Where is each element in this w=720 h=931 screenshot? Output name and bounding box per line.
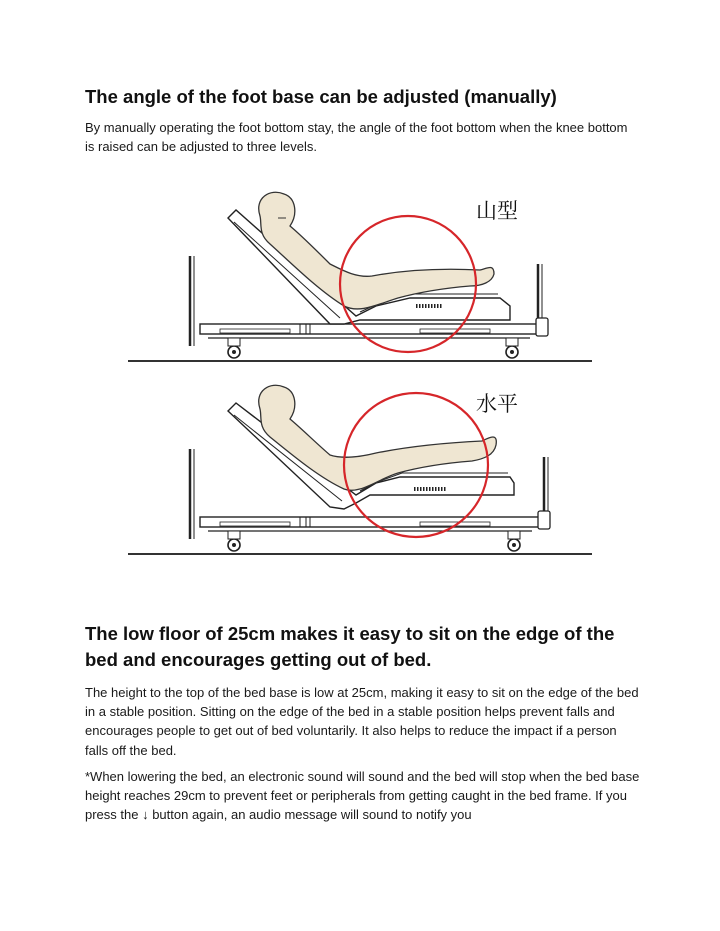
bed-panel-flat [128,385,592,554]
section-note-lowering: *When lowering the bed, an electronic sound will sound and the bed will stop when the bed base height reaches 29cm to prevent feet or peripherals from getting caught in the bed frame. If you press the ↓ button again, an audio message will sound to notify you [85,769,640,823]
panel-label-mountain: 山型 [476,199,518,223]
bed-panel-mountain [128,192,592,361]
section-heading-foot-angle: The angle of the foot base can be adjusted (manually) [85,86,557,107]
bed-illustration [120,178,600,568]
section-body-low-floor: The height to the top of the bed base is low at 25cm, making it easy to sit on the edge of the bed in a stable position. Sitting on the edge of the bed in a stable position helps prevent falls and encourages people to get out of bed voluntarily. It also helps to reduce the impact if a person falls off the bed. [85,685,639,758]
section-body-foot-angle: By manually operating the foot bottom stay, the angle of the foot bottom when the knee bottom is raised can be adjusted to three levels. [85,120,628,155]
section-heading-low-floor: The low floor of 25cm makes it easy to sit on the edge of the bed and encourages getting out of bed. [85,623,615,670]
panel-label-flat: 水平 [476,392,518,416]
